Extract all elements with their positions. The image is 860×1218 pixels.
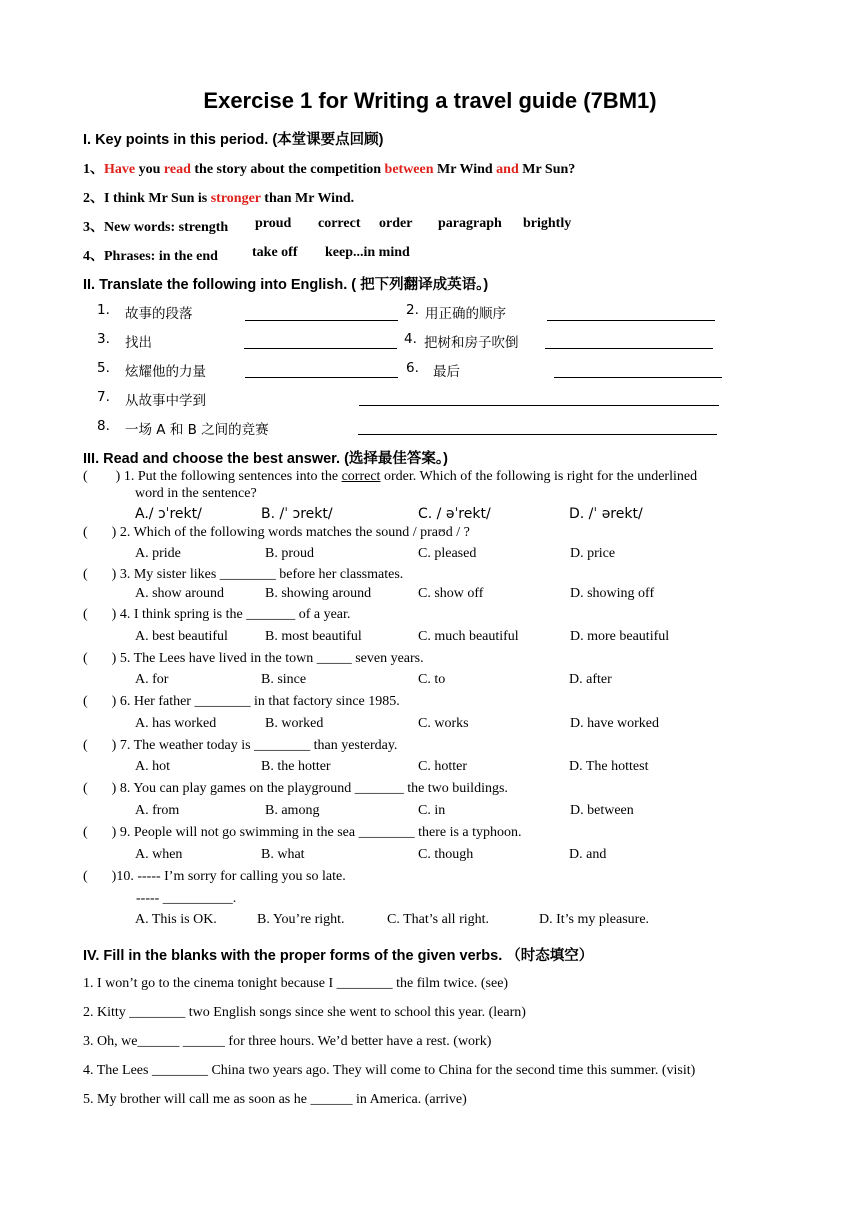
translate-item-text: 故事的段落	[125, 306, 193, 322]
fill-blank-item: 5. My brother will call me as soon as he ______ in America. (arrive)	[83, 1092, 467, 1107]
option[interactable]: D. more beautiful	[570, 629, 670, 644]
option[interactable]: A. hot	[135, 759, 170, 774]
option[interactable]: A. pride	[135, 546, 181, 561]
option[interactable]: B. showing around	[265, 586, 372, 601]
option[interactable]: A. This is OK.	[135, 912, 217, 927]
option[interactable]: B. You’re right.	[257, 912, 345, 927]
option[interactable]: A. has worked	[135, 716, 217, 731]
option[interactable]: C. / əˈrekt/	[418, 506, 491, 522]
question-5: ( ) 5. The Lees have lived in the town _____ seven years.	[83, 651, 424, 666]
page-title: Exercise 1 for Writing a travel guide (7BM1)	[203, 88, 657, 113]
key-point-3: 3、New words: strength	[83, 220, 229, 235]
option[interactable]: C. show off	[418, 586, 484, 601]
answer-blank[interactable]	[245, 377, 398, 378]
option[interactable]: C. works	[418, 716, 469, 731]
option[interactable]: B. what	[261, 847, 305, 862]
new-word: proud	[255, 216, 292, 231]
question-9: ( ) 9. People will not go swimming in the sea ________ there is a typhoon.	[83, 825, 522, 840]
option[interactable]: C. though	[418, 847, 474, 862]
option[interactable]: A./ ɔˈrekt/	[135, 506, 202, 522]
translate-item-number: 1.	[97, 302, 110, 318]
option[interactable]: C. much beautiful	[418, 629, 519, 644]
option[interactable]: C. That’s all right.	[387, 912, 490, 927]
option[interactable]: D. showing off	[570, 586, 655, 601]
key-point-1: 1、Have you read the story about the competition between Mr Wind and Mr Sun?	[83, 162, 576, 177]
fill-blank-item: 3. Oh, we______ ______ for three hours. We’d better have a rest. (work)	[83, 1034, 492, 1049]
option[interactable]: C. to	[418, 672, 446, 687]
option[interactable]: B. worked	[265, 716, 324, 731]
option[interactable]: D. and	[569, 847, 607, 862]
option[interactable]: A. show around	[135, 586, 225, 601]
new-word: correct	[318, 216, 361, 231]
option[interactable]: D. price	[570, 546, 616, 561]
translate-item-text: 最后	[433, 364, 460, 380]
translate-item-text: 从故事中学到	[125, 393, 206, 409]
phrase: take off	[252, 245, 298, 260]
translate-item-number: 6.	[406, 360, 419, 376]
new-word: paragraph	[438, 216, 502, 231]
option[interactable]: B. the hotter	[261, 759, 331, 774]
answer-blank[interactable]	[244, 348, 397, 349]
option[interactable]: C. pleased	[418, 546, 477, 561]
option[interactable]: B. /ˈ ɔrekt/	[261, 506, 333, 522]
section-3-heading: III. Read and choose the best answer. (选择最佳答案。)	[83, 451, 448, 467]
key-point-2: 2、I think Mr Sun is stronger than Mr Wind.	[83, 191, 355, 206]
option[interactable]: C. hotter	[418, 759, 467, 774]
question-10-line2: ----- __________.	[136, 891, 237, 906]
new-word: brightly	[523, 216, 572, 231]
answer-blank[interactable]	[545, 348, 713, 349]
answer-blank[interactable]	[358, 434, 717, 435]
fill-blank-item: 1. I won’t go to the cinema tonight because I ________ the film twice. (see)	[83, 976, 509, 991]
question-2: ( ) 2. Which of the following words matches the sound / praʊd / ?	[83, 525, 470, 540]
option[interactable]: D. The hottest	[569, 759, 649, 774]
option[interactable]: D. after	[569, 672, 612, 687]
question-6: ( ) 6. Her father ________ in that factory since 1985.	[83, 694, 400, 709]
answer-blank[interactable]	[547, 320, 715, 321]
phrase: keep...in mind	[325, 245, 410, 260]
option[interactable]: A. when	[135, 847, 183, 862]
option[interactable]: B. most beautiful	[265, 629, 362, 644]
section-1-heading: I. Key points in this period. (本堂课要点回顾)	[83, 132, 384, 148]
translate-item-number: 2.	[406, 302, 419, 318]
option[interactable]: A. for	[135, 672, 169, 687]
section-4-heading: IV. Fill in the blanks with the proper forms of the given verbs. （时态填空）	[83, 948, 594, 964]
option[interactable]: A. best beautiful	[135, 629, 228, 644]
answer-blank[interactable]	[554, 377, 722, 378]
question-3: ( ) 3. My sister likes ________ before her classmates.	[83, 567, 404, 582]
option[interactable]: B. proud	[265, 546, 314, 561]
translate-item-text: 用正确的顺序	[425, 306, 506, 322]
option[interactable]: B. among	[265, 803, 320, 818]
question-10: ( )10. ----- I’m sorry for calling you so late.	[83, 869, 346, 884]
option[interactable]: C. in	[418, 803, 446, 818]
question-1-line2: word in the sentence?	[135, 486, 257, 501]
translate-item-text: 把树和房子吹倒	[424, 335, 519, 351]
question-7: ( ) 7. The weather today is ________ than yesterday.	[83, 738, 398, 753]
fill-blank-item: 2. Kitty ________ two English songs since she went to school this year. (learn)	[83, 1005, 526, 1020]
option[interactable]: D. It’s my pleasure.	[539, 912, 650, 927]
option[interactable]: B. since	[261, 672, 307, 687]
translate-item-text: 找出	[125, 335, 152, 351]
fill-blank-item: 4. The Lees ________ China two years ago. They will come to China for the second time this summer. (visit)	[83, 1063, 696, 1078]
option[interactable]: D. between	[570, 803, 634, 818]
translate-item-text: 炫耀他的力量	[125, 364, 206, 380]
answer-blank[interactable]	[245, 320, 398, 321]
translate-item-number: 4.	[404, 331, 417, 347]
option[interactable]: D. /ˈ ərekt/	[569, 506, 643, 522]
option[interactable]: A. from	[135, 803, 180, 818]
section-2-heading: II. Translate the following into English. ( 把下列翻译成英语。)	[83, 277, 489, 293]
translate-item-number: 7.	[97, 389, 110, 405]
question-4: ( ) 4. I think spring is the _______ of a year.	[83, 607, 351, 622]
new-word: order	[379, 216, 413, 231]
key-point-4: 4、Phrases: in the end	[83, 249, 218, 264]
question-1: ( ) 1. Put the following sentences into the correct order. Which of the following is right for the underlined	[83, 469, 698, 484]
answer-blank[interactable]	[359, 405, 719, 406]
question-8: ( ) 8. You can play games on the playground _______ the two buildings.	[83, 781, 508, 796]
translate-item-number: 5.	[97, 360, 110, 376]
translate-item-number: 3.	[97, 331, 110, 347]
translate-item-text: 一场 A 和 B 之间的竞赛	[125, 422, 269, 438]
translate-item-number: 8.	[97, 418, 110, 434]
option[interactable]: D. have worked	[570, 716, 660, 731]
